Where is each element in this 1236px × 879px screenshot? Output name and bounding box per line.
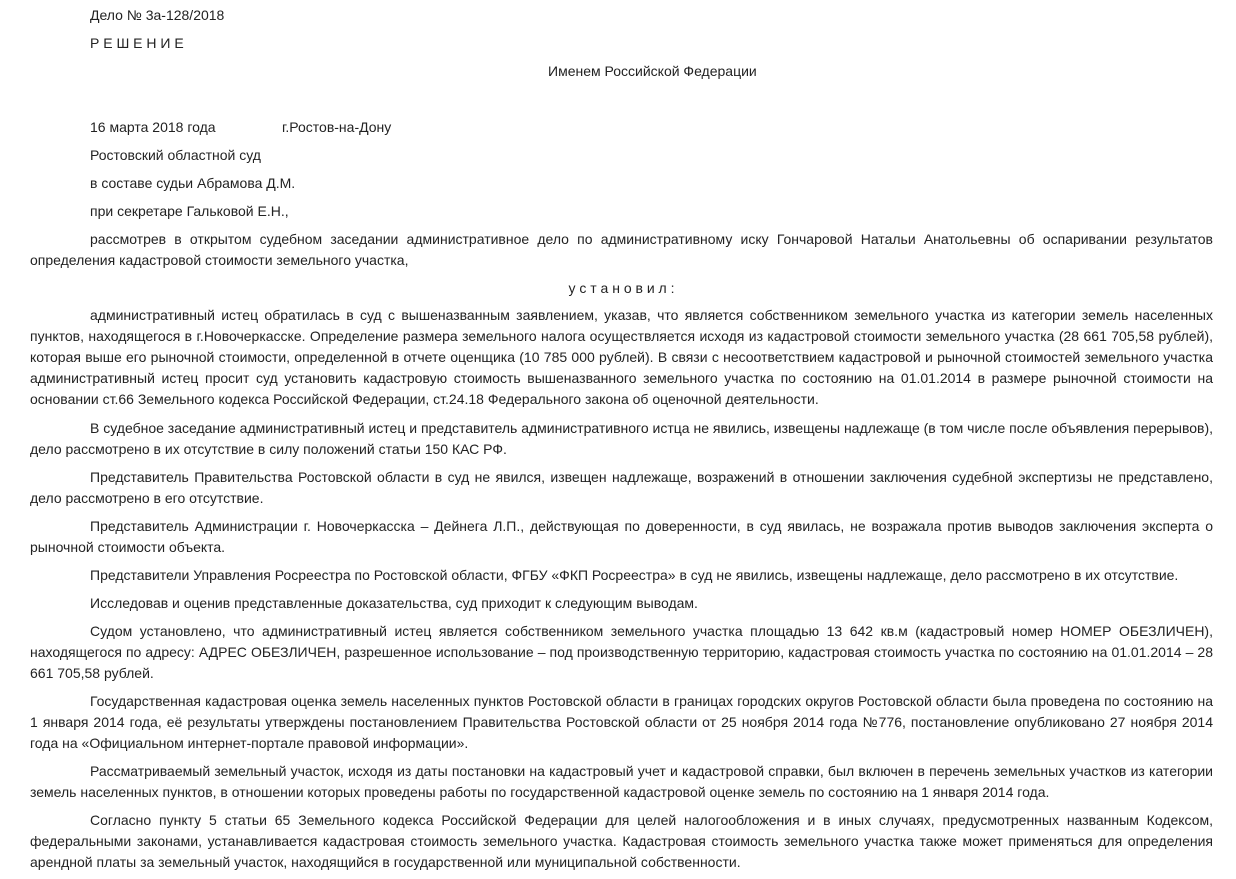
established-heading: у с т а н о в и л : bbox=[568, 280, 675, 296]
paragraph-6: Исследовав и оценив представленные доказательства, суд приходит к следующим выводам. bbox=[90, 595, 698, 611]
in-the-name-heading: Именем Российской Федерации bbox=[548, 63, 757, 79]
judge-line: в составе судьи Абрамова Д.М. bbox=[90, 175, 296, 191]
secretary-line: при секретаре Гальковой Е.Н., bbox=[90, 203, 289, 219]
paragraph-9: Рассматриваемый земельный участок, исходя из даты постановки на кадастровый учет и кадастровой справки, был включен в перечень земельных участков из категории земель населенных пунктов, в отношении которых проведены работы по государственной кадастровой оценке земель по состоянию на 1 января 2014 года. bbox=[30, 763, 1213, 800]
decision-city: г.Ростов-на-Дону bbox=[282, 119, 392, 135]
intro-paragraph: рассмотрев в открытом судебном заседании административное дело по административному иску Гончаровой Натальи Анатольевны об оспаривании результатов определения кадастровой стоимости земельного участка, bbox=[30, 231, 1213, 268]
paragraph-8: Государственная кадастровая оценка земель населенных пунктов Ростовской области в границах городских округов Ростовской области была проведена по состоянию на 1 января 2014 года, её результаты утверждены постановлением Правительства Ростовской области от 25 ноября 2014 года №776, постановление опубликовано 27 ноября 2014 года на «Официальном интернет-портале правовой информации». bbox=[30, 693, 1213, 751]
document-type: Р Е Ш Е Н И Е bbox=[90, 35, 184, 51]
decision-date: 16 марта 2018 года bbox=[90, 119, 216, 135]
paragraph-7: Судом установлено, что административный истец является собственником земельного участка площадью 13 642 кв.м (кадастровый номер НОМЕР ОБЕЗЛИЧЕН), находящегося по адресу: АДРЕС ОБЕЗЛИЧЕН, разрешенное использование – под производственную территорию, кадастровая стоимость участка по состоянию на 01.01.2014 – 28 661 705,58 рублей. bbox=[30, 623, 1213, 681]
court-name: Ростовский областной суд bbox=[90, 147, 261, 163]
case-number: Дело № 3а-128/2018 bbox=[90, 7, 225, 23]
paragraph-10: Согласно пункту 5 статьи 65 Земельного кодекса Российской Федерации для целей налогообложения и в иных случаях, предусмотренных названным Кодексом, федеральными законами, устанавливается кадастровая стоимость земельного участка. Кадастровая стоимость земельного участка также может применяться для определения арендной платы за земельный участок, находящийся в государственной или муниципальной собственности. bbox=[30, 812, 1213, 870]
paragraph-3: Представитель Правительства Ростовской области в суд не явился, извещен надлежаще, возражений в отношении заключения судебной экспертизы не представлено, дело рассмотрено в его отсутствие. bbox=[30, 469, 1213, 506]
paragraph-5: Представители Управления Росреестра по Ростовской области, ФГБУ «ФКП Росреестра» в суд не явились, извещены надлежаще, дело рассмотрено в их отсутствие. bbox=[90, 567, 1179, 583]
paragraph-1: административный истец обратилась в суд с вышеназванным заявлением, указав, что является собственником земельного участка из категории земель населенных пунктов, находящегося в г.Новочеркасске. Определение размера земельного налога осуществляется исходя из кадастровой стоимости земельного участка (28 661 705,58 рублей), которая выше его рыночной стоимости, определенной в отчете оценщика (10 785 000 рублей). В связи с несоответствием кадастровой и рыночной стоимостей земельного участка административный истец просит суд установить кадастровую стоимость вышеназванного земельного участка по состоянию на 01.01.2014 в размере рыночной стоимости на основании ст.66 Земельного кодекса Российской Федерации, ст.24.18 Федерального закона об оценочной деятельности. bbox=[30, 307, 1213, 407]
paragraph-4: Представитель Администрации г. Новочеркасска – Дейнега Л.П., действующая по доверенности, в суд явилась, не возражала против выводов заключения эксперта о рыночной стоимости объекта. bbox=[30, 518, 1213, 555]
paragraph-2: В судебное заседание административный истец и представитель административного истца не явились, извещены надлежаще (в том числе после объявления перерывов), дело рассмотрено в их отсутствие в силу положений статьи 150 КАС РФ. bbox=[30, 420, 1213, 457]
